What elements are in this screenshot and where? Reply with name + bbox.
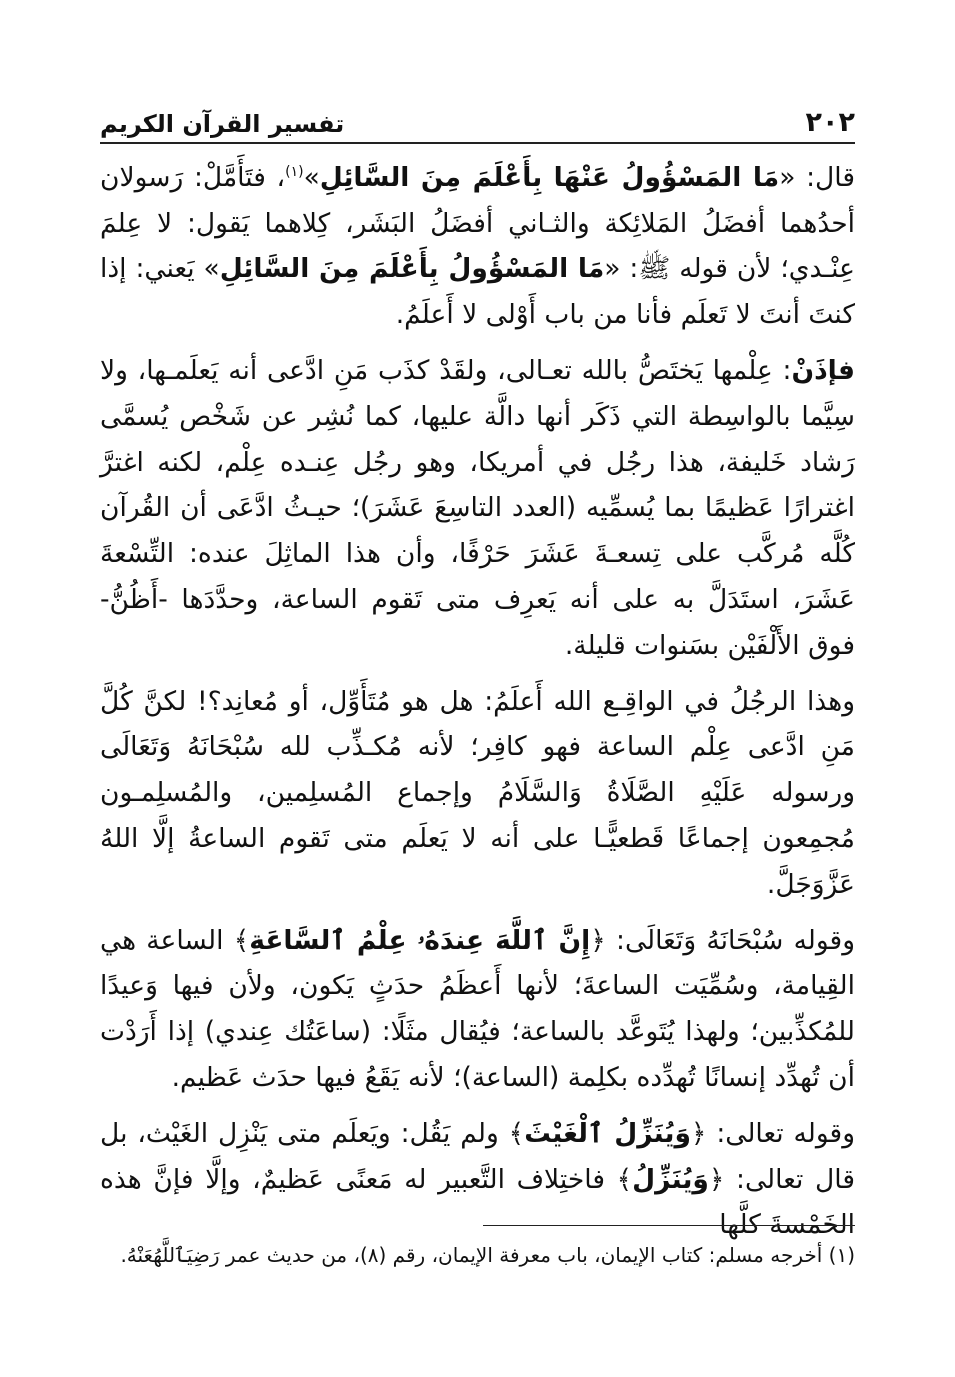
footnote-ref: (١) (285, 164, 304, 180)
footnote-divider (483, 1225, 855, 1226)
page-number: ٢٠٢ (805, 107, 855, 138)
book-title: تفسير القرآن الكريم (100, 110, 345, 138)
paragraph-4: وقوله سُبْحَانَهُ وَتَعَالَى: ﴿إِنَّ ٱللَّهَ عِندَهُۥ عِلْمُ ٱلسَّاعَةِ﴾ الساعة هي القِيامة، وسُمِّيَت الساعةَ؛ لأنها أَعظَمُ حدَثٍ يَكون، ولأن فيها وَعيدًا للمُكذِّبين؛ ولهذا يُتَوعَّد بالساعة؛ فيُقال مثَلًا: (ساعَتُك عِندي) إذا أَرَدْت أن تُهدِّد إنسانًا تُهدِّده بكلِمة (الساعة)؛ لأنه يَقَعُ فيها حدَث عَظيم. (100, 924, 856, 1093)
footnote: (١) أخرجه مسلم: كتاب الإيمان، باب معرفة الإيمان، رقم (٨)، من حديث عمر رَضِيَٱللَّهُعَنْهُ. (120, 1243, 855, 1267)
main-text (100, 150, 855, 1258)
page-header (100, 100, 855, 144)
paragraph-2: فإذَنْ: عِلْمها يَختَصُّ بالله تعـالى، ولقَدْ كذَب مَنِ ادَّعى أنه يَعلَمـها، ولا سِيَّما بالواسِطة التي ذَكَر أنها دالَّة عليها، كما نُشِر عن شَخْص يُسمَّى رَشاد خَليفة، هذا رجُل في أمريكا، وهو رجُل عِنـده عِلْم، لكنه اغترَّ اغترارًا عَظيمًا بما يُسمِّيه (العدد التاسِعَ عَشَرَ)؛ حيـثُ ادَّعَى أن القُرآن كُلَّه مُركَّب على تِسعـةَ عَشَرَ حَرْفًا، وأن هذا الماثِلَ عنده: التِّسْعةَ عَشَرَ، استَدَلَّ به على أنه يَعرِف متى تَقوم الساعة، وحدَّدَها -أَظُنُّ- فوق الأَلْفَيْن بسَنوات قليلة. (100, 355, 855, 661)
paragraph-5: وقوله تعالى: ﴿وَيُنَزِّلُ ٱلْغَيْثَ﴾ ولم يَقُل: ويَعلَم متى يَنْزِل الغَيْث، بل قال تعالى: ﴿وَيُنَزِّلُ﴾ فاختِلاف التَّعبير له مَعنًى عَظيمٌ، وإلَّا فإنَّ هذه الخَمْسةَ كلَّها (100, 1117, 855, 1241)
paragraph-1: قال: «مَا المَسْؤُولُ عَنْهَا بِأَعْلَمَ مِنَ السَّائِلِ»$^{(١)}$، فتَأَمَّلْ: رَسولان أحدُهما أفضَلُ المَلائِكة والثـاني أفضَلُ البَشَر، كِلاهما يَقول: لا عِلمَ عِنْـدي؛ لأن قوله ﷺ: «مَا المَسْؤُولُ بِأَعْلَمَ مِنَ السَّائِلِ» يَعني: إذا كنتَ أنتَ لا تَعلَم فأنا من باب أَوْلى لا أَعلَمُ. (100, 161, 856, 331)
paragraph-3: وهذا الرجُلُ في الواقِـع الله أَعلَمُ: هل هو مُتَأَوِّل، أو مُعانِد؟! لكنَّ كُلَّ مَنِ ادَّعى عِلْم الساعة فهو كافِر؛ لأنه مُكـذِّب لله سُبْحَانَهُ وَتَعَالَى ورسوله عَلَيْهِ الصَّلَاةُ وَالسَّلَامُ وإجماع المُسلِمين، والمُسلِمـون مُجمِعون إجماعًا قَطعيًّـا على أنه لا يَعلَم متى تَقوم الساعةُ إلَّا اللهُ عَزَّوَجَلَّ. (100, 685, 855, 900)
